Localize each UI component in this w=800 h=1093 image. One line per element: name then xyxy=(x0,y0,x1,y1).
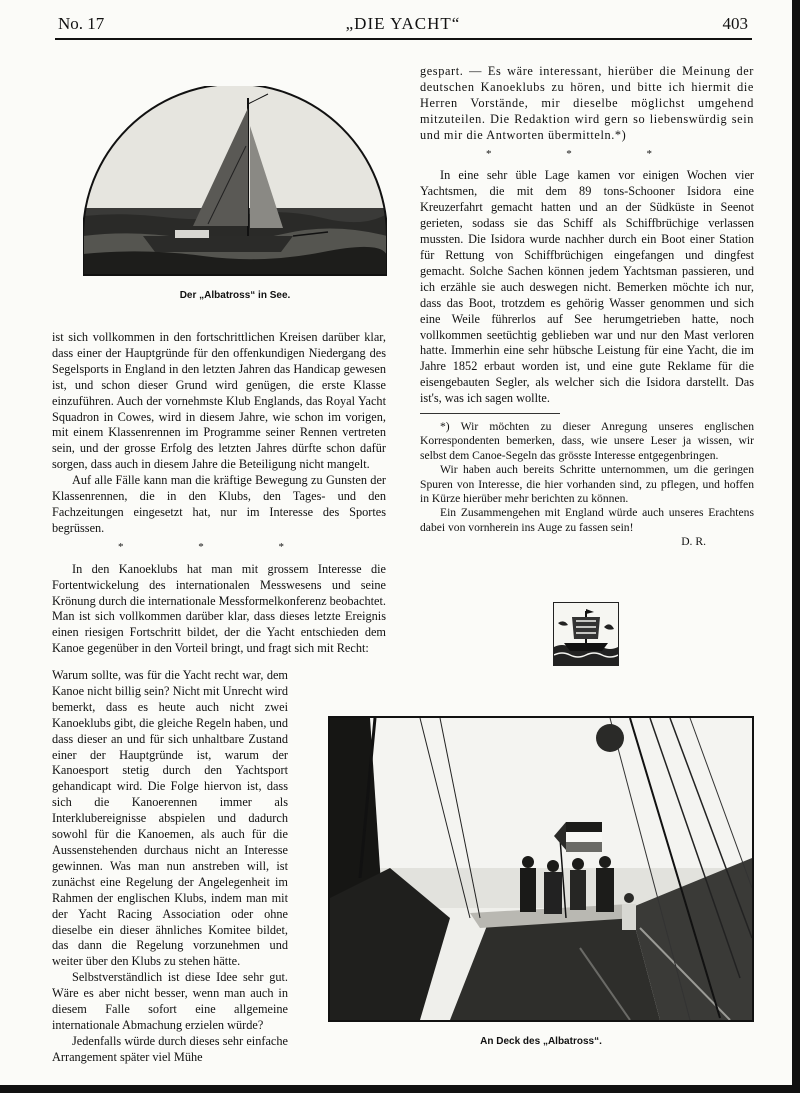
paragraph-canoe-rules: Warum sollte, was für die Yacht recht war, dem Kanoe nicht billig sein? Nicht mit Unrecht wird bemerkt, dass es heute auch nicht zwei Kanoeklubs gibt, die gleiche Regeln haben, und dass dieser an und für sich unhaltbare Zustand einer der Hauptgründe ist, warum der Kanoesport stetig durch den Yachtsport gehandicapt wird. Die Folge hiervon ist, dass sich die Kanoerennen immer als Interklubereignisse abspielen und dadurch sowohl für die Kanoemen, als auch für die Aussenstehenden durchaus nicht an Interesse gewinnen. Was man nun anstreben will, ist zunächst eine Regelung der Angelegenheit im Rahmen der englischen Klubs, indem man mit der Yacht Racing Association oder ohne dieselbe ein dieser ähnliches Komitee bildet, das dann die Regelung vorzunehmen und weiter über den Klubs zu stehen hätte. xyxy=(52,668,288,969)
paragraph-request-opinion: gespart. — Es wäre interessant, hierüber die Meinung der deutschen Kanoeklubs zu hören, und bitte ich hiermit die Herren Vorstände, mir dieselbe möglichst umgehend mitzuteilen. Die Redaktion wird gern so liebenswürdig sein und mir die Antworten übermitteln.*) xyxy=(420,64,754,142)
scan-border-right xyxy=(792,0,800,1093)
page-number: 403 xyxy=(722,14,748,33)
on-deck-photo xyxy=(328,716,754,1022)
left-column-narrow xyxy=(52,668,288,1066)
journal-title: „DIE YACHT“ xyxy=(345,14,461,33)
scan-border-bottom xyxy=(0,1085,800,1093)
editor-signature: D. R. xyxy=(681,535,706,549)
right-column xyxy=(420,64,754,550)
albatross-at-sea-photo xyxy=(83,86,387,276)
page-header xyxy=(58,14,748,36)
issue-number: No. 17 xyxy=(58,14,105,33)
paragraph-arrangement: Jedenfalls würde durch dieses sehr einfache Arrangement später viel Mühe xyxy=(52,1033,288,1064)
albatross-at-sea-caption: Der „Albatross“ in See. xyxy=(179,290,291,301)
paragraph-class-racing: ist sich vollkommen in den fortschrittlichen Kreisen darüber klar, dass einer der Hauptgründe für den offenkundigen Niedergang des Segelsports in England in den letzten Jahren das Handicap gewesen ist, und schon dieser Grund wird genügen, die erste Klasse einzuführen. Auch der vornehmste Klub Englands, das Royal Yacht Squadron in Cowes, wird in diesem Jahre, wie schon im vorigen, mit einem Klassenrennen im Programme seiner Rennen vertreten sein, und der grosse Erfolg des letzten Jahres dürfte schon dafür sorgen, dass auch in diesem Jahre die Beteiligung nicht mangelt. xyxy=(52,330,386,472)
footnote-paragraph-3: Ein Zusammengehen mit England würde auch unseres Erachtens dabei von vornherein ins Auge zu fassen sein! xyxy=(420,506,754,534)
ship-vignette-image xyxy=(553,602,619,666)
editorial-footnote xyxy=(420,420,754,550)
footnote-paragraph-2: Wir haben auch bereits Schritte unternommen, um die geringen Spuren von Interesse, die hier vorhanden sind, zu pflegen, und hoffen in Kürze hierüber mehr berichten zu können. xyxy=(420,463,754,506)
left-column xyxy=(52,330,386,657)
paragraph-club-movement: Auf alle Fälle kann man die kräftige Bewegung zu Gunsten der Klassenrennen, die in den Klubs, den Tages- und den Fachzeitungen eingesetzt hat, nur im Interesse des Sportes begrüssen. xyxy=(52,473,386,535)
section-separator-right: * * * xyxy=(486,147,688,160)
on-deck-caption: An Deck des „Albatross“. xyxy=(480,1036,602,1047)
header-rule xyxy=(55,38,752,40)
section-separator: * * * xyxy=(118,540,320,553)
footnote-rule xyxy=(420,413,560,414)
footnote-paragraph-1: *) Wir möchten zu dieser Anregung unseres englischen Korrespondenten bemerken, dass, wie unsere Leser ja wissen, wir selbst dem Canoe-Segeln das grösste Interesse entgegenbringen. xyxy=(420,420,754,462)
paragraph-canoe-clubs: In den Kanoeklubs hat man mit grossem Interesse die Fortentwickelung des internationalen Messwesens und seine Krönung durch die internationale Messformelkonferenz beobachtet. Man ist sich vollkommen darüber klar, dass dieses letzte Ereignis einen riesigen Fortschritt bildet, der die Yacht entschieden dem Kanoe gegenüber in den Vorteil bringt, und fragt sich mit Recht: xyxy=(52,561,386,656)
paragraph-idea-good: Selbstverständlich ist diese Idee sehr gut. Wäre es aber nicht besser, wenn man auch in diesem Falle sofort eine allgemeine internationale Abmachung erzielen würde? xyxy=(52,970,288,1032)
paragraph-isidora: In eine sehr üble Lage kamen vor einigen Wochen vier Yachtsmen, die mit dem 89 tons-Schooner Isidora eine Kreuzerfahrt gemacht hatten und an der Südküste in Seenot gerieten, sodass sie das Schiff als Schiffbrüchige verlassen mussten. Die Isidora wurde nachher durch ein Boot einer Station für Rettung von Schiffbrüchigen eingefangen und dingfest gemacht. Solche Sachen können jedem Yachtsman passieren, und ich erzähle sie auch deswegen nicht. Bemerken möchte ich nur, dass das Boot, trotzdem es gehörig Wasser genommen und sich eine Weile führerlos auf See herumgetrieben hatte, noch vollkommen seetüchtig geblieben war und nur den Mast verloren hatte. Immerhin eine sehr hübsche Leistung für eine Yacht, die im Jahre 1852 erbaut worden ist, und eine gute Reklame für die eisengebauten Segler, als welcher sich die Isidora darstellt. Das ist's, was ich sagen wollte. xyxy=(420,168,754,406)
